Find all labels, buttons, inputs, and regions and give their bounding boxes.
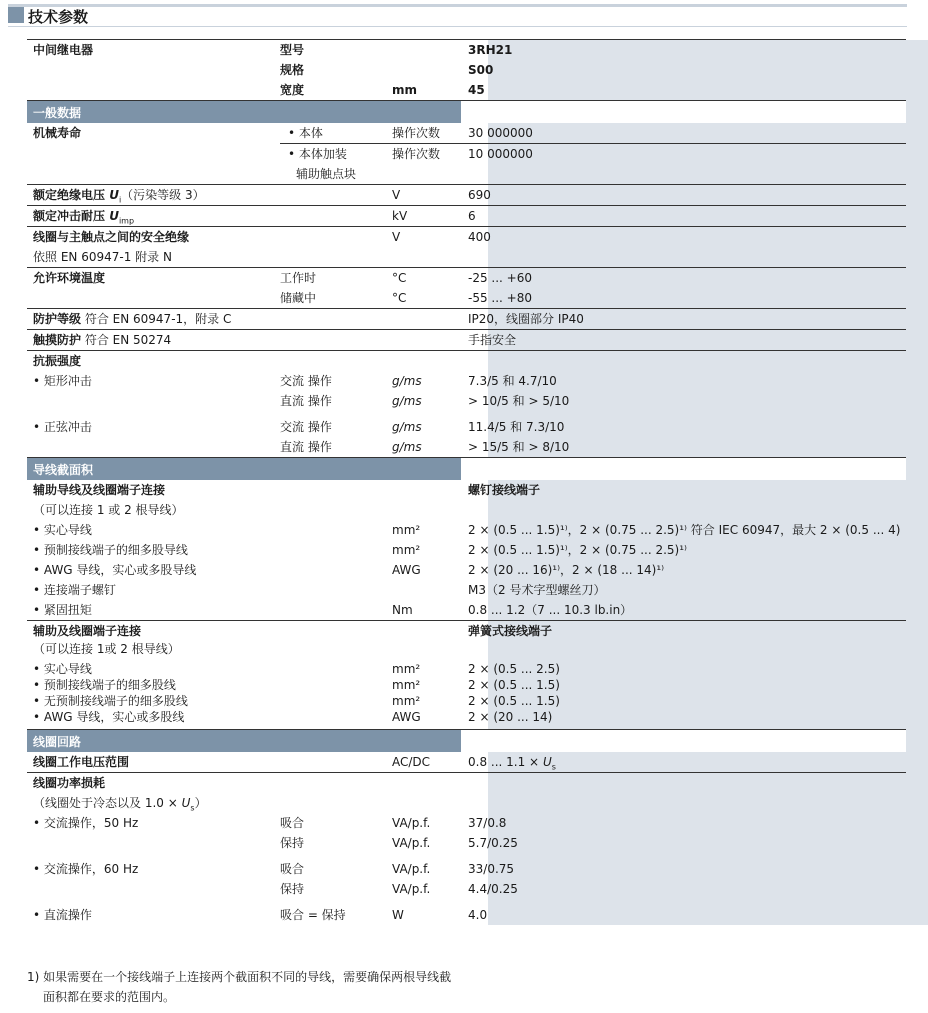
param-label: • 交流操作，50 Hz <box>33 816 139 830</box>
value: 2 × (20 ... 16)¹⁾，2 × (18 ... 14)¹⁾ <box>468 563 665 577</box>
spec-row <box>27 905 906 925</box>
spec-row <box>280 164 906 184</box>
unit: mm <box>392 83 418 97</box>
param: 吸合 <box>280 816 305 830</box>
value: -25 ... +60 <box>468 271 532 285</box>
param-label: 防护等级 符合 EN 60947-1，附录 C <box>33 312 232 326</box>
spec-row <box>27 641 906 657</box>
unit: g/ms <box>392 394 422 408</box>
unit: AC/DC <box>392 755 431 769</box>
spring-terminal-section <box>27 620 906 729</box>
param-label: 触摸防护 符合 EN 50274 <box>33 333 172 347</box>
param: • 实心导线 <box>33 523 92 537</box>
value: 37/0.8 <box>468 816 507 830</box>
spec-row <box>27 859 906 879</box>
spec-row <box>27 520 906 540</box>
param: 宽度 <box>280 83 305 97</box>
spec-table <box>27 39 906 925</box>
param: • 预制接线端子的细多股导线 <box>33 543 188 557</box>
spec-row <box>27 247 906 267</box>
spec-row <box>27 773 906 793</box>
value: 6 <box>468 209 476 223</box>
title-rule <box>8 26 907 27</box>
safe-isolation-section <box>27 226 906 267</box>
spec-row <box>27 621 906 641</box>
section-header-coil <box>27 729 906 752</box>
screw-terminal-section <box>27 480 906 620</box>
value: 0.8 ... $1.1 \times U_s$ <box>468 755 556 772</box>
value: 螺钉接线端子 <box>468 483 541 497</box>
unit: VA/p.f. <box>392 882 431 896</box>
unit: °C <box>392 291 407 305</box>
param: 直流 操作 <box>280 440 332 454</box>
unit: mm² <box>392 694 421 708</box>
spec-row <box>27 60 906 80</box>
param: • AWG 导线，实心或多股线 <box>33 710 185 724</box>
param-label: • 正弦冲击 <box>33 420 92 434</box>
unit: mm² <box>392 523 421 537</box>
param-label: 线圈功率损耗 <box>33 776 106 790</box>
param-label: 线圈工作电压范围 <box>33 755 130 769</box>
spec-row <box>27 600 906 620</box>
value: 33/0.75 <box>468 862 515 876</box>
param-label: （可以连接 1 或 2 根导线） <box>33 503 184 517</box>
param: 储藏中 <box>280 291 317 305</box>
section-title: 一般数据 <box>33 106 82 120</box>
spec-row <box>280 144 906 164</box>
spec-row <box>27 330 906 350</box>
spec-row <box>27 833 906 853</box>
value: 400 <box>468 230 491 244</box>
spec-row <box>27 813 906 833</box>
value: 11.4/5 和 7.3/10 <box>468 420 565 434</box>
param-label: （可以连接 1或 2 根导线） <box>33 642 180 656</box>
value: 30 000000 <box>468 126 533 140</box>
param: 规格 <box>280 63 305 77</box>
unit: Nm <box>392 603 413 617</box>
spec-row <box>27 417 906 437</box>
spec-row <box>27 288 906 308</box>
value: 弹簧式接线端子 <box>468 624 553 638</box>
param: 保持 <box>280 882 305 896</box>
param-label: 依照 EN 60947-1 附录 N <box>33 250 172 264</box>
temperature-section <box>27 267 906 308</box>
value: IP20，线圈部分 IP40 <box>468 312 584 326</box>
unit: kV <box>392 209 408 223</box>
param-cont: 辅助触点块 <box>296 167 357 181</box>
unit: mm² <box>392 662 421 676</box>
value: 45 <box>468 83 485 97</box>
param: • 本体加装 <box>288 147 347 161</box>
spec-row <box>27 123 906 143</box>
spec-row <box>27 709 906 725</box>
value: 690 <box>468 188 491 202</box>
value: M3（2 号术字型螺丝刀） <box>468 583 606 597</box>
param-label: （线圈处于冷态以及 $1.0 \times U_s$） <box>33 796 207 813</box>
protection-section <box>27 308 906 329</box>
value: -55 ... +80 <box>468 291 532 305</box>
value: > 15/5 和 > 8/10 <box>468 440 570 454</box>
value: 4.4/0.25 <box>468 882 518 896</box>
spec-row <box>27 879 906 899</box>
unit: V <box>392 188 401 202</box>
impulse-section <box>27 205 906 226</box>
unit: °C <box>392 271 407 285</box>
param: 吸合 = 保持 <box>280 908 346 922</box>
param-label: 额定绝缘电压 $U_i$（污染等级 3） <box>33 188 205 205</box>
param-label: 允许环境温度 <box>33 271 106 285</box>
param-label: • 直流操作 <box>33 908 92 922</box>
coil-range-section <box>27 752 906 772</box>
spec-row <box>27 185 906 205</box>
param: 交流 操作 <box>280 420 332 434</box>
spec-row <box>27 540 906 560</box>
spec-row <box>27 661 906 677</box>
param: • 紧固扭矩 <box>33 603 92 617</box>
section-title: 线圈回路 <box>33 735 82 749</box>
value: 2 × (0.5 ... 1.5) <box>468 694 560 708</box>
param: 直流 操作 <box>280 394 332 408</box>
unit: VA/p.f. <box>392 862 431 876</box>
param: 吸合 <box>280 862 305 876</box>
spec-row <box>27 693 906 709</box>
value: 0.8 ... 1.2（7 ... 10.3 lb.in） <box>468 603 633 617</box>
value: 2 × (20 ... 14) <box>468 710 553 724</box>
unit: AWG <box>392 710 421 724</box>
spec-row <box>27 391 906 411</box>
title-marker <box>8 7 24 23</box>
spec-row <box>27 206 906 226</box>
param-label: 抗振强度 <box>33 354 82 368</box>
page-title: 技术参数 <box>28 8 89 26</box>
relay-section <box>27 40 906 100</box>
param: 型号 <box>280 43 305 57</box>
value: 3RH21 <box>468 43 513 57</box>
param-label: 辅助导线及线圈端子连接 <box>33 483 166 497</box>
spec-row <box>27 793 906 813</box>
unit: AWG <box>392 563 421 577</box>
spec-row <box>27 560 906 580</box>
value: 2 × (0.5 ... 1.5)¹⁾，2 × (0.75 ... 2.5)¹⁾ <box>468 543 687 557</box>
spec-row <box>27 309 906 329</box>
unit: V <box>392 230 401 244</box>
param: • 预制接线端子的细多股线 <box>33 678 176 692</box>
param: 保持 <box>280 836 305 850</box>
section-header-wire <box>27 457 906 480</box>
value: S00 <box>468 63 494 77</box>
param-label: • 矩形冲击 <box>33 374 92 388</box>
param-label: 线圈与主触点之间的安全绝缘 <box>33 230 190 244</box>
coil-loss-section <box>27 772 906 925</box>
relay-label: 中间继电器 <box>33 43 94 57</box>
sub-rows <box>280 143 906 184</box>
section-header-general <box>27 100 906 123</box>
unit: 操作次数 <box>392 126 441 140</box>
param: • 本体 <box>288 126 323 140</box>
spec-row <box>27 268 906 288</box>
unit: mm² <box>392 543 421 557</box>
top-rule <box>8 4 907 7</box>
unit: g/ms <box>392 420 422 434</box>
section-title: 导线截面积 <box>33 463 94 477</box>
spec-row <box>27 80 906 100</box>
footnote-line: 面积都在要求的范围内。 <box>43 990 176 1004</box>
param: • 连接端子螺钉 <box>33 583 116 597</box>
spec-row <box>27 677 906 693</box>
touch-section <box>27 329 906 350</box>
value: > 10/5 和 > 5/10 <box>468 394 570 408</box>
spec-row <box>27 40 906 60</box>
value: 10 000000 <box>468 147 533 161</box>
spec-row <box>27 500 906 520</box>
spec-row <box>27 371 906 391</box>
value: 2 × (0.5 ... 1.5)¹⁾，2 × (0.75 ... 2.5)¹⁾ 符合 IEC 60947，最大 2 × (0.5 ... 4) <box>468 523 901 537</box>
spec-row <box>27 227 906 247</box>
value: 手指安全 <box>468 333 517 347</box>
param: • 实心导线 <box>33 662 92 676</box>
value: 5.7/0.25 <box>468 836 518 850</box>
value: 2 × (0.5 ... 1.5) <box>468 678 560 692</box>
param: 工作时 <box>280 271 317 285</box>
param-label: 额定冲击耐压 $U_{imp}$ <box>33 209 135 226</box>
spec-row <box>27 752 906 772</box>
mech-life-section <box>27 123 906 184</box>
param-label: • 交流操作，60 Hz <box>33 862 139 876</box>
unit: VA/p.f. <box>392 816 431 830</box>
spec-row <box>27 580 906 600</box>
footnote-line: 1) 如果需要在一个接线端子上连接两个截面积不同的导线，需要确保两根导线截 <box>27 970 452 984</box>
param-label: 机械寿命 <box>33 126 82 140</box>
param: • AWG 导线，实心或多股导线 <box>33 563 197 577</box>
footnote <box>27 967 451 1007</box>
unit: VA/p.f. <box>392 836 431 850</box>
insulation-section <box>27 184 906 205</box>
value: 4.0 <box>468 908 488 922</box>
param: 交流 操作 <box>280 374 332 388</box>
unit: g/ms <box>392 440 422 454</box>
shock-section <box>27 350 906 457</box>
unit: g/ms <box>392 374 422 388</box>
unit: W <box>392 908 404 922</box>
value: 2 × (0.5 ... 2.5) <box>468 662 560 676</box>
spec-row <box>27 437 906 457</box>
param-label: 辅助及线圈端子连接 <box>33 624 142 638</box>
unit: mm² <box>392 678 421 692</box>
spec-row <box>27 351 906 371</box>
value: 7.3/5 和 4.7/10 <box>468 374 557 388</box>
unit: 操作次数 <box>392 147 441 161</box>
param: • 无预制接线端子的细多股线 <box>33 694 188 708</box>
spec-row <box>27 480 906 500</box>
